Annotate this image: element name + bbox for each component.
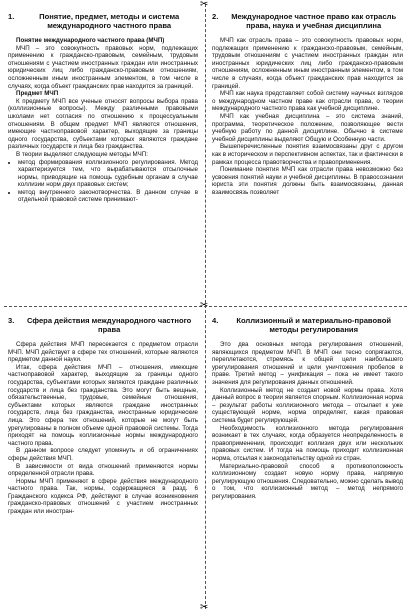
- scissors-icon: ✂: [200, 300, 209, 311]
- card-title-text: Понятие, предмет, методы и система международного частного права: [39, 12, 180, 30]
- paragraph: Понимание понятия МЧП как отрасли права невозможно без усвоения понятий науки и учебной дисциплины. В правосознании юриста эти понятия должны быть взаимосвязаны, данная взаимосвязь позволяет: [212, 166, 403, 196]
- list-item: • метод формирования коллизионного регулирования. Метод характеризуется тем, что вырабатываются отсылочные нормы, приводящие на помощь судебным органам в случае коллизии норм двух правовых систем;: [18, 159, 198, 189]
- subheading: Предмет МЧП: [16, 90, 59, 98]
- list-item: • метод внутреннего законотворчества. В данном случае в отдельной правовой системе принимают-: [18, 189, 198, 204]
- card-title-text: Коллизионный и материально-правовой методы регулирования: [236, 316, 392, 334]
- paragraph: Сфера действия МЧП пересекается с предметом отрасли МЧП. МЧП действует в сфере тех отношений, которые являются предметом данной науки.: [8, 341, 198, 364]
- paragraph: Это два основных метода регулирования отношений, являющихся предметом МЧП. В МЧП они тесно сопрягаются, переплетаются, стремясь к общей цели наибольшего урегулирования отношений и цели уничтожения пробелов в праве. Третий метод – унификация – пока не имеет такого значения для регулирования данных отношений.: [212, 341, 403, 386]
- paragraph: МЧП как наука представляет собой систему научных взглядов о международном частном праве как отрасли права, о теории международного частного права как учебной дисциплине.: [212, 90, 403, 113]
- card-2-title: [212, 12, 403, 30]
- paragraph: МЧП – это совокупность правовых норм, подлежащих применению к гражданско-правовым, семейным, трудовым отношениям с участием иностранных граждан или иностранных юридических лиц либо гражданско-правовым отношениям, осложненным иным иностранным элементом, в том числе в случаях, когда объект гражданских прав находится за границей.: [8, 44, 198, 90]
- card-3-title: [8, 316, 198, 334]
- paragraph: Необходимость коллизионного метода регулирования возникает в тех случаях, когда образуется неопределенность в правоприменении, происходит коллизия двух или нескольких правовых систем. И тогда на помощь приходит коллизионная норма, отсылая к законодательству одной из стран.: [212, 424, 403, 462]
- paragraph: Вышеперечисленные понятия взаимосвязаны друг с другом как в историческом и перспективном аспектах, так и фактически в рамках процесса правотворчества и правоприменения.: [212, 143, 403, 166]
- card-1-title: [8, 12, 198, 30]
- card-number: 1.: [8, 12, 15, 21]
- card-1: [4, 6, 202, 302]
- card-title-text: Международное частное право как отрасль права, наука и учебная дисциплина: [231, 12, 397, 30]
- card-number: 3.: [8, 316, 15, 325]
- paragraph: В зависимости от вида отношений применяются нормы определенной отрасли права.: [8, 462, 198, 478]
- card-3: [4, 310, 202, 608]
- scissors-icon: ✂: [200, 0, 209, 10]
- paragraph: В данном вопросе следует упомянуть и об ограничениях сферы действия МЧП.: [8, 447, 198, 462]
- paragraph: МЧП как отрасль права – это совокупность правовых норм, подлежащих применению к гражданско-правовым, семейным, трудовым отношениям с участием иностранных граждан или иностранных юридических лиц либо гражданско-правовым отношениям, осложненным иным иностранным элементом, в том числе в случаях, когда объект гражданских прав находится за границей.: [212, 37, 403, 90]
- card-number: 4.: [212, 316, 219, 325]
- methods-list: [8, 159, 198, 205]
- card-title-text: Сфера действия международного частного права: [27, 316, 192, 334]
- card-number: 2.: [212, 12, 219, 21]
- paragraph: Итак, сфера действия МЧП – отношения, имеющие частноправовой характер, выходящие за границы одного государства, субъектами которых являются граждане различных государств и лица без гражданства. Это могут быть вещные, обязательственные, трудовые, семейные отношения, субъектами которых являются граждане иностранных государств, лица без гражданства, иностранные юридические лица. Это сфера тех отношений, которые не могут быть урегулированы в полном объеме одной правовой системы. Тогда приходят на помощь коллизионные нормы международного частного права.: [8, 363, 198, 447]
- card-2: [208, 6, 407, 302]
- subheading: Понятие международного частного права (МЧП): [16, 37, 165, 44]
- scissors-icon: ✂: [200, 602, 209, 613]
- paragraph: В теории выделяют следующие методы МЧП:: [16, 150, 148, 158]
- paragraph: К предмету МЧП все ученые относят вопросы выбора права (коллизионные вопросы). Между различными правовыми школами нет согласия по отношению к процессуальным отношениям. В общем предмет МЧП являются отношения, имеющие частноправовой характер, выходящие за границы одного государства, субъектами которых являются граждане различных государств и лица без гражданства.: [8, 97, 198, 151]
- paragraph: МЧП как учебная дисциплина – это система знаний, программа, теоретическое положение, позволяющее вести учебную работу по данной дисциплине. Обычно в системе учебной дисциплины выделяют Общую и Особенную части.: [212, 112, 403, 143]
- card-4-title: [212, 316, 403, 334]
- paragraph: Материально-правовой способ в противоположность коллизионному создает новую норму права, напрямую регулирующую отношения. Следовательно, можно сделать вывод о том, что коллизионный метод – метод непрямого регулирования.: [212, 462, 403, 500]
- paragraph: Нормы МЧП применяют в сфере действия международного частного права. Так, нормы, содержащиеся в разд. 6 Гражданского кодекса РФ, действуют в случае возникновения гражданско-правовых отношений с участием иностранных граждан или иностран-: [8, 477, 198, 516]
- paragraph: Коллизионный метод не создает новой нормы права. Хотя данный вопрос в теории является спорным. Коллизионная норма – результат работы коллизионного метода – отсылает к уже существующей норме, норма определяет, какая правовая система будет регулирующей.: [212, 386, 403, 424]
- card-4: [208, 310, 407, 608]
